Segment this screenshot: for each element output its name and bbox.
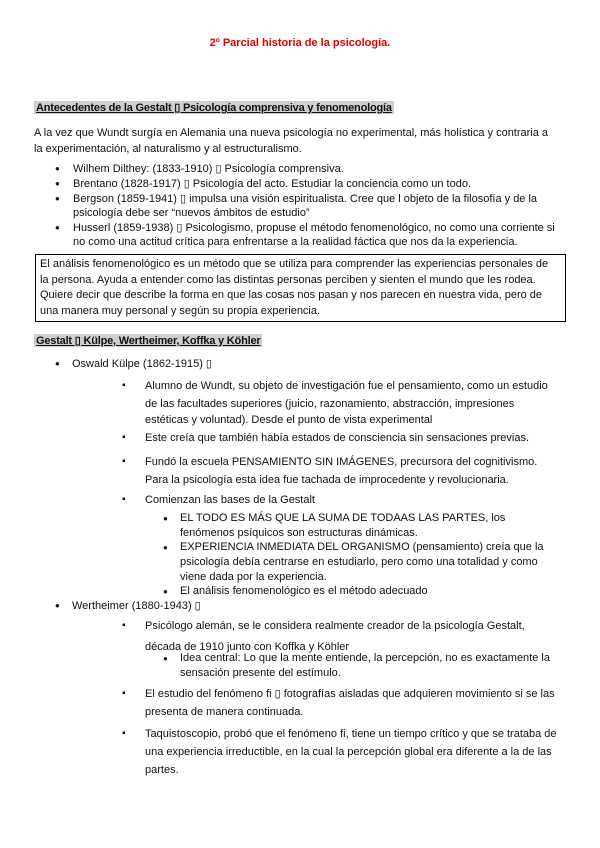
antecedents-list [55, 162, 570, 249]
kulpe-point-1 [145, 377, 548, 427]
text-line: ▪ Alumno de Wundt, su objeto de investigación fue el pensamiento, como un estudio [145, 380, 548, 392]
text-line: psicología debía centrarse en estudiarlo, pero como una totalidad y como [180, 556, 538, 568]
wertheimer-central-idea [180, 651, 550, 681]
intro-line: la experimentación, al naturalismo y al estructuralismo. [34, 143, 302, 155]
gestalt-principle-3: ● El análisis fenomenológico es el método adecuado [180, 584, 428, 599]
list-item-husserl: ● Husserl (1859-1938) ▯ Psicologismo, propuse el método fenomenológico, no como una corriente si no como una actitud crítica para enfrentarse a la realidad fáctica que nos da la experiencia. [55, 221, 570, 249]
box-line: El análisis fenomenológico es un método que se utiliza para comprender las experiencias personales de [40, 258, 549, 270]
gestalt-principle-2 [180, 540, 544, 585]
box-line: la persona. Ayuda a entender como las distintas personas perciben y sienten el mundo que les rodea. [40, 273, 536, 286]
text-line: ▪ Taquistoscopio, probó que el fenómeno fi, tiene un tiempo crítico y que se trataba de [145, 728, 557, 740]
text-line: una experiencia irreductible, en la cual la percepción global era diferente a la de las [145, 746, 552, 758]
gestalt-principle-1 [180, 511, 505, 541]
box-line: Quiere decir que describe la forma en que las cosas nos pasan y nos parecen en nuestra vida, pero de [40, 289, 543, 301]
intro-line: A la vez que Wundt surgía en Alemania una nueva psicología no experimental, más holística y contraria a [34, 127, 549, 139]
list-item-brentano: ● Brentano (1828-1917) ▯ Psicología del acto. Estudiar la conciencia como un todo. [55, 177, 570, 191]
text-line: ● Idea central: Lo que la mente entiende, la percepción, no es exactamente la [180, 652, 550, 664]
text-line: ▪ Psicólogo alemán, se le considera realmente creador de la psicología Gestalt, [145, 620, 525, 632]
phenomenology-definition-box [35, 254, 566, 322]
text-line: estéticas y voluntad). Desde el punto de vista experimental [145, 414, 433, 426]
list-item-kulpe: ● Oswald Külpe (1862-1915) ▯ [72, 355, 212, 373]
text-line: ▪ El estudio del fenómeno fi ▯ fotografías aisladas que adquieren movimiento si se las [145, 688, 555, 700]
wertheimer-point-2 [145, 685, 555, 721]
list-item-dilthey: ● Wilhem Dilthey: (1833-1910) ▯ Psicología comprensiva. [55, 162, 570, 176]
text-line: sensación presente del estímulo. [180, 667, 341, 679]
text-line: presenta de manera continuada. [145, 706, 304, 718]
text-line: fenómenos psíquicos son estructuras dinámicas. [180, 527, 418, 539]
kulpe-point-4: ▪ Comienzan las bases de la Gestalt [145, 491, 315, 509]
list-item-wertheimer: ● Wertheimer (1880-1943) ▯ [72, 597, 201, 615]
section-heading-antecedentes: Antecedentes de la Gestalt ▯ Psicología comprensiva y fenomenología [36, 102, 392, 114]
intro-paragraph [34, 125, 564, 157]
list-item-bergson: ● Bergson (1859-1941) ▯ impulsa una visión espiritualista. Cree que l objeto de la filosofía y de la psicología debe ser “nuevos ámbitos de estudio” [55, 192, 570, 220]
text-line: viene dada por la experiencia. [180, 571, 327, 583]
text-line: década de 1910 junto con Koffka y Köhler [145, 641, 350, 653]
box-line: una manera muy personal y según su propia experiencia. [40, 304, 321, 317]
text-line: ▪ Fundó la escuela PENSAMIENTO SIN IMÁGENES, precursora del cognitivismo. [145, 456, 538, 468]
text-line: ● EXPERIENCIA INMEDIATA DEL ORGANISMO (pensamiento) creía que la [180, 541, 544, 553]
text-line: de las facultades superiores (juicio, razonamiento, abstracción, impresiones [145, 398, 515, 410]
document-title: 2º Parcial historia de la psicología. [209, 37, 391, 49]
text-line: ● EL TODO ES MÁS QUE LA SUMA DE TODAAS LAS PARTES, los [180, 512, 506, 524]
text-line: Para la psicología esta idea fue tachada de improcedente y revolucionaria. [145, 474, 509, 486]
wertheimer-point-3 [145, 725, 557, 779]
kulpe-point-2: ▪ Este creía que también había estados de consciencia sin sensaciones previas. [145, 429, 529, 447]
kulpe-point-3 [145, 453, 537, 489]
section-heading-gestalt: Gestalt ▯ Külpe, Wertheimer, Koffka y Köhler [36, 335, 261, 347]
text-line: partes. [145, 764, 179, 776]
